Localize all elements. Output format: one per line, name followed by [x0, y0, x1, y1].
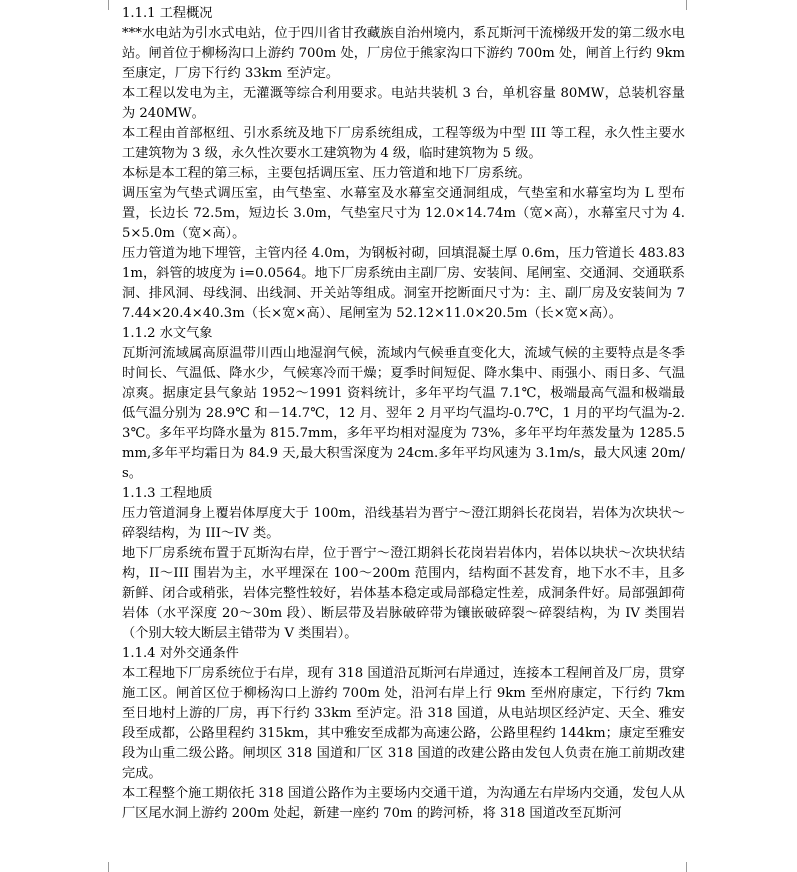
page-corner-mark-top-right — [686, 0, 697, 10]
section-heading-external-traffic: 1.1.4 对外交通条件 — [122, 646, 239, 661]
paragraph-project-composition: 本工程由首部枢纽、引水系统及地下厂房系统组成，工程等级为中型 III 等工程，永久性主要水工建筑物为 3 级，永久性次要水工建筑物为 4 级，临时建筑物为 5 级。 — [122, 126, 685, 161]
paragraph-station-location: ***水电站为引水式电站，位于四川省甘孜藏族自治州境内，系瓦斯河干流梯级开发的第二级水电站。闸首位于柳杨沟口上游约 700m 处，厂房位于熊家沟口下游约 700m 处，闸首上行约 9km 至康定，厂房下行约 33km 至泸定。 — [122, 26, 685, 81]
section-heading-project-overview: 1.1.1 工程概况 — [122, 6, 213, 21]
paragraph-climate: 瓦斯河流域属高原温带川西山地湿润气候，流域内气候垂直变化大，流域气候的主要特点是冬季时间长、气温低、降水少，气候寒冷而干燥；夏季时间短促、降水集中、雨强小、雨日多、气温凉爽。据康定县气象站 1952～1991 资料统计，多年平均气温 7.1℃，极端最高气温和极端最低气温分别为 28.9℃ 和－14.7℃，12 月、翌年 2 月平均气温均-0.7℃，1 月的平均气温为-2.3℃。多年平均降水量为 815.7mm，多年平均相对湿度为 73%，多年平均年蒸发量为 1285.5mm,多年平均霜日为 84.9 天,最大积雪深度为 24cm.多年平均风速为 3.1m/s，最大风速 20m/s。 — [122, 346, 685, 481]
paragraph-powerhouse-geology: 地下厂房系统布置于瓦斯沟右岸，位于晋宁～澄江期斜长花岗岩岩体内，岩体以块状～次块状结构，II～III 围岩为主，水平埋深在 100～200m 范围内，结构面不甚发育，地下水不丰，且多新鲜、闭合或稍张，岩体完整性较好，岩体基本稳定或局部稳定性差，成洞条件好。局部强卸荷岩体（水平深度 20～30m 段）、断层带及岩脉破碎带为镶嵌破碎裂～碎裂结构，为 IV 类围岩（个别大较大断层主错带为 V 类围岩）。 — [122, 546, 685, 641]
section-heading-hydrology-meteorology: 1.1.2 水文气象 — [122, 326, 213, 341]
page-corner-mark-top-left — [98, 0, 109, 10]
paragraph-site-traffic: 本工程整个施工期依托 318 国道公路作为主要场内交通干道，为沟通左右岸场内交通，发包人从厂区尾水洞上游约 200m 处起，新建一座约 70m 的跨河桥，将 318 国道改至瓦斯河 — [122, 786, 685, 821]
paragraph-surge-chamber: 调压室为气垫式调压室，由气垫室、水幕室及水幕室交通洞组成，气垫室和水幕室均为 L 型布置，长边长 72.5m，短边长 3.0m，气垫室尺寸为 12.0×14.74m（宽×高），水幕室尺寸为 4.5×5.0m（宽×高）。 — [122, 186, 685, 241]
paragraph-penstock-powerhouse: 压力管道为地下埋管，主管内径 4.0m，为钢板衬砌，回填混凝土厚 0.6m，压力管道长 483.831m，斜管的坡度为 i=0.0564。地下厂房系统由主副厂房、安装间、尾闸室、交通洞、交通联系洞、排风洞、母线洞、出线洞、开关站等组成。洞室开挖断面尺寸为：主、副厂房及安装间为 77.44×20.4×40.3m（长×宽×高）、尾闸室为 52.12×11.0×20.5m（长×宽×高）。 — [122, 246, 685, 321]
paragraph-installed-capacity: 本工程以发电为主，无灌溉等综合利用要求。电站共装机 3 台，单机容量 80MW，总装机容量为 240MW。 — [122, 86, 685, 121]
document-body — [122, 4, 685, 824]
page-corner-mark-bottom-left — [98, 862, 109, 872]
paragraph-penstock-geology: 压力管道洞身上覆岩体厚度大于 100m，沿线基岩为晋宁～澄江期斜长花岗岩，岩体为次块状～碎裂结构，为 III～IV 类。 — [122, 506, 685, 541]
paragraph-bid-scope: 本标是本工程的第三标，主要包括调压室、压力管道和地下厂房系统。 — [122, 166, 531, 181]
section-heading-engineering-geology: 1.1.3 工程地质 — [122, 486, 213, 501]
page-corner-mark-bottom-right — [686, 862, 697, 872]
paragraph-highway-access: 本工程地下厂房系统位于右岸，现有 318 国道沿瓦斯河右岸通过，连接本工程闸首及厂房，贯穿施工区。闸首区位于柳杨沟口上游约 700m 处，沿河右岸上行 9km 至州府康定，下行约 7km 至日地村上游的厂房，再下行约 33km 至泸定。沿 318 国道，从电站坝区经泸定、天全、雅安段至成都，公路里程约 315km，其中雅安至成都为高速公路，公路里程约 144km；康定至雅安段为山重二级公路。闸坝区 318 国道和厂区 318 国道的改建公路由发包人负责在施工前期改建完成。 — [122, 666, 685, 781]
